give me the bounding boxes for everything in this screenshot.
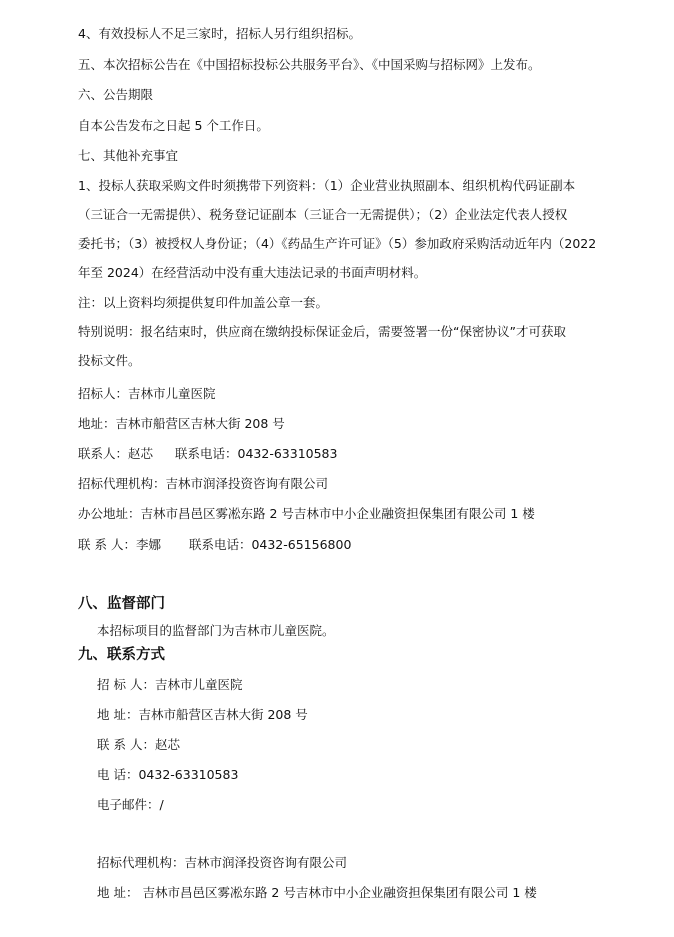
text-line: 委托书；（3）被授权人身份证；（4）《药品生产许可证》（5）参加政府采购活动近年内（2022 xyxy=(78,236,597,251)
text-line: 五、本次招标公告在《中国招标投标公共服务平台》、《中国采购与招标网》上发布。 xyxy=(78,57,541,72)
text-line: 注：以上资料均须提供复印件加盖公章一套。 xyxy=(78,295,329,310)
text-line: 自本公告发布之日起 5 个工作日。 xyxy=(78,118,269,133)
text-line: 年至 2024）在经营活动中没有重大违法记录的书面声明材料。 xyxy=(78,265,427,280)
contact-info-line: 地 址： 吉林市昌邑区雾凇东路 2 号吉林市中小企业融资担保集团有限公司 1 楼 xyxy=(97,885,537,900)
section-heading: 六、公告期限 xyxy=(78,87,154,102)
contact-info-line: 招标代理机构：吉林市润泽投资咨询有限公司 xyxy=(97,855,348,870)
contact-line xyxy=(78,446,337,462)
contact-name: 联 系 人：李娜 xyxy=(78,537,161,552)
text-line: （三证合一无需提供）、税务登记证副本（三证合一无需提供）；（2）企业法定代表人授权 xyxy=(78,207,568,222)
text-line: 4、有效投标人不足三家时，招标人另行组织招标。 xyxy=(78,26,361,41)
supervision-text: 本招标项目的监督部门为吉林市儿童医院。 xyxy=(97,623,335,638)
contact-phone: 联系电话：0432-65156800 xyxy=(188,537,352,552)
text-line: 1、投标人获取采购文件时须携带下列资料：（1）企业营业执照副本、组织机构代码证副本 xyxy=(78,178,576,193)
section-heading: 九、联系方式 xyxy=(78,647,165,663)
office-address-line: 办公地址：吉林市昌邑区雾凇东路 2 号吉林市中小企业融资担保集团有限公司 1 楼 xyxy=(78,506,535,521)
contact-info-line: 电 话：0432-63310583 xyxy=(97,767,239,782)
address-line: 地址：吉林市船营区吉林大街 208 号 xyxy=(78,416,285,431)
contact-info-line: 电子邮件：/ xyxy=(97,797,164,812)
contact-info-line: 联 系 人：赵芯 xyxy=(97,737,180,752)
contact-info-line: 招 标 人：吉林市儿童医院 xyxy=(97,677,243,692)
text-line: 投标文件。 xyxy=(78,353,141,368)
contact-phone: 联系电话：0432-63310583 xyxy=(175,446,338,461)
agency-line: 招标代理机构：吉林市润泽投资咨询有限公司 xyxy=(78,476,329,491)
contact-info-line: 地 址：吉林市船营区吉林大街 208 号 xyxy=(97,707,308,722)
tenderer-line: 招标人：吉林市儿童医院 xyxy=(78,386,216,401)
agency-contact-line xyxy=(78,537,351,553)
text-line: 特别说明：报名结束时，供应商在缴纳投标保证金后，需要签署一份“保密协议”才可获取 xyxy=(78,324,566,339)
section-heading: 七、其他补充事宜 xyxy=(78,148,179,163)
section-heading: 八、监督部门 xyxy=(78,596,165,612)
contact-name: 联系人：赵芯 xyxy=(78,446,154,461)
